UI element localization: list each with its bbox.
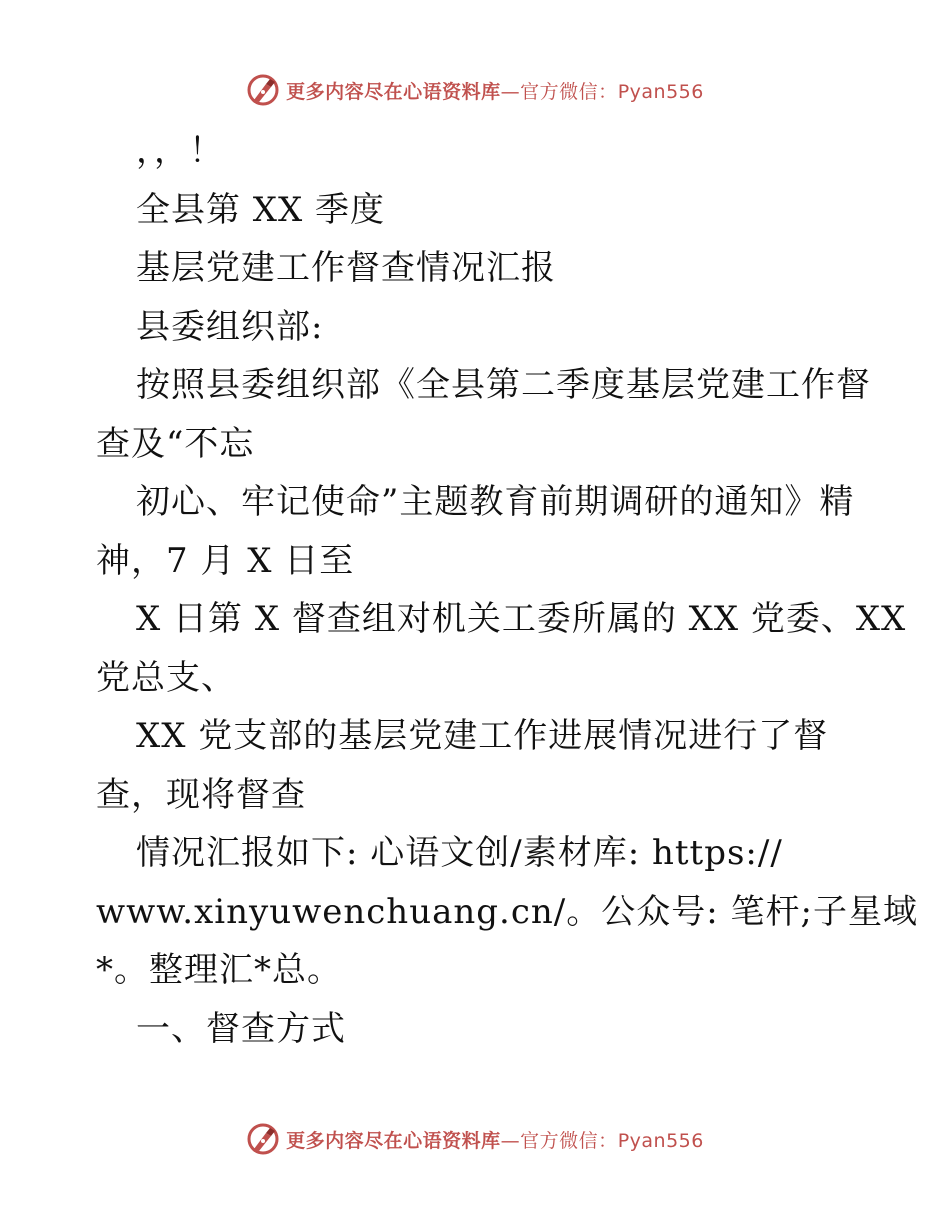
watermark-official: 官方微信： xyxy=(520,80,618,103)
document-line: 情况汇报如下: 心语文创/素材库: https:// xyxy=(136,833,783,873)
document-line: 一、督查方式 xyxy=(136,1008,346,1049)
document-line: 神，7 月 X 日至 xyxy=(96,540,355,581)
document-line: *。整理汇*总。 xyxy=(96,950,342,990)
document-line: 按照县委组织部《全县第二季度基层党建工作督 xyxy=(136,365,871,405)
footer-watermark xyxy=(0,1121,950,1157)
watermark-main: 更多内容尽在心语资料库 xyxy=(286,80,501,103)
document-line: 查及“不忘 xyxy=(96,423,255,464)
document-body xyxy=(96,122,918,1058)
document-line: 县委组织部: xyxy=(136,306,324,347)
document-line: 全县第 XX 季度 xyxy=(136,189,386,230)
document-line: ，，！ xyxy=(136,131,224,171)
header-watermark xyxy=(0,72,950,108)
watermark-dash: — xyxy=(500,80,521,103)
document-line: www.xinyuwenchuang.cn/。公众号: 笔杆;子星域 xyxy=(96,891,918,932)
document-line: 基层党建工作督查情况汇报 xyxy=(136,248,556,288)
watermark-text xyxy=(286,77,704,104)
pen-nib-logo-icon xyxy=(246,1122,280,1156)
document-line: 查，现将督查 xyxy=(96,774,306,815)
watermark-text xyxy=(286,1126,704,1153)
watermark-wechat-id: Pyan556 xyxy=(617,80,704,103)
document-line: 初心、牢记使命”主题教育前期调研的通知》精 xyxy=(136,482,855,522)
document-line: 党总支、 xyxy=(96,657,236,698)
watermark-main: 更多内容尽在心语资料库 xyxy=(286,1129,501,1152)
watermark-wechat-id: Pyan556 xyxy=(617,1129,704,1152)
document-line: X 日第 X 督查组对机关工委所属的 XX 党委、XX xyxy=(136,599,907,639)
watermark-official: 官方微信： xyxy=(520,1129,618,1152)
pen-nib-logo-icon xyxy=(246,73,280,107)
watermark-dash: — xyxy=(500,1129,521,1152)
document-line: XX 党支部的基层党建工作进展情况进行了督 xyxy=(136,716,829,756)
